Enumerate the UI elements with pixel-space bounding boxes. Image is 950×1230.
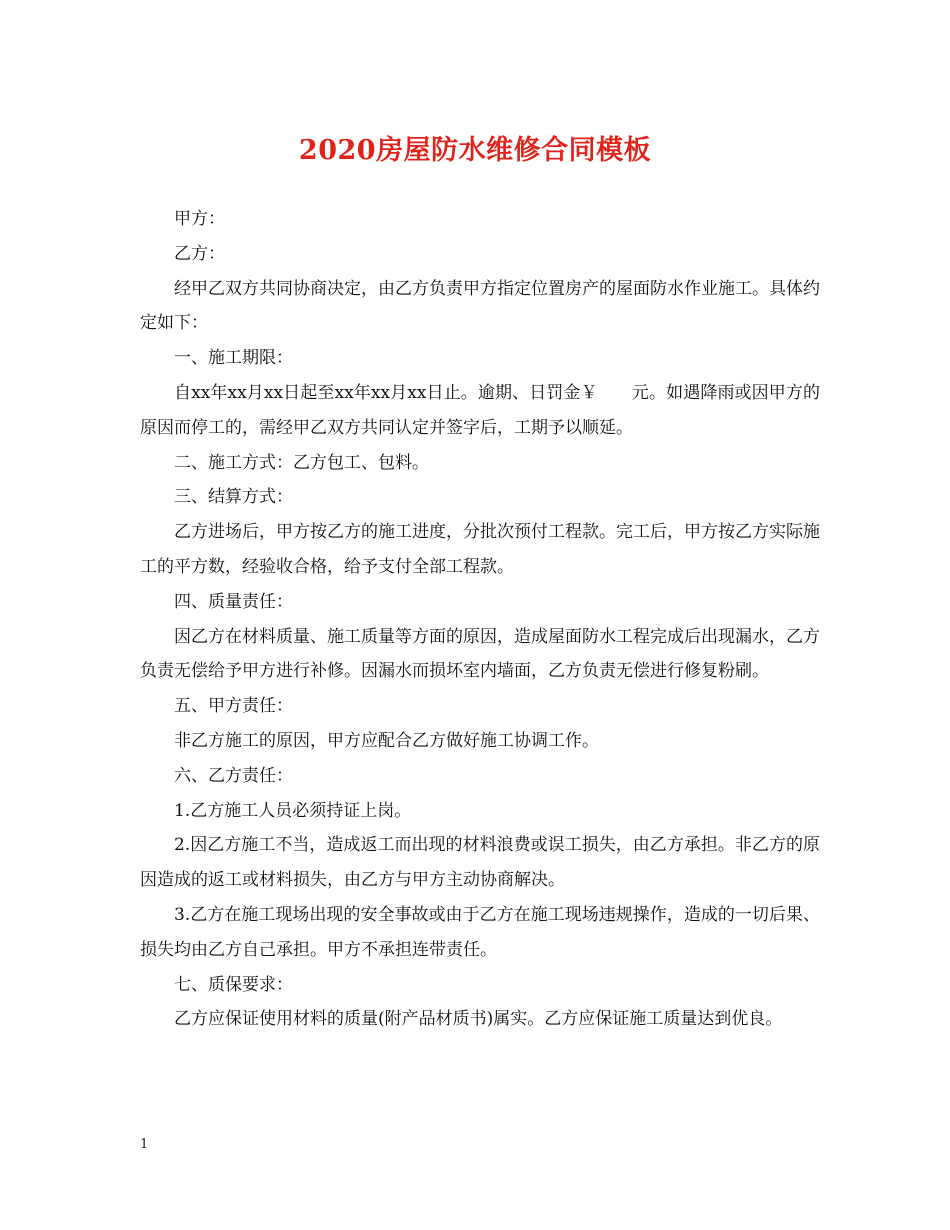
section-3-paragraph: 乙方进场后，甲方按乙方的施工进度，分批次预付工程款。完工后，甲方按乙方实际施工的平方数，经验收合格，给予支付全部工程款。 bbox=[140, 522, 820, 577]
section-heading-5: 五、甲方责任： bbox=[174, 696, 293, 717]
section-heading-7: 七、质保要求： bbox=[174, 974, 293, 995]
section-5-paragraph: 非乙方施工的原因，甲方应配合乙方做好施工协调工作。 bbox=[174, 730, 599, 751]
document-body bbox=[140, 202, 820, 1037]
party-b-line: 乙方： bbox=[174, 243, 225, 264]
section-6-item-3: 3.乙方在施工现场出现的安全事故或由于乙方在施工现场违规操作，造成的一切后果、损失均由乙方自己承担。甲方不承担连带责任。 bbox=[140, 904, 820, 960]
section-6-item-2: 2.因乙方施工不当，造成返工而出现的材料浪费或误工损失，由乙方承担。非乙方的原因造成的返工或材料损失，由乙方与甲方主动协商解决。 bbox=[140, 835, 820, 891]
section-heading-6: 六、乙方责任： bbox=[174, 765, 293, 786]
intro-paragraph: 经甲乙双方共同协商决定，由乙方负责甲方指定位置房产的屋面防水作业施工。具体约定如下： bbox=[140, 278, 820, 334]
section-4-paragraph: 因乙方在材料质量、施工质量等方面的原因，造成屋面防水工程完成后出现漏水，乙方负责无偿给予甲方进行补修。因漏水而损坏室内墙面，乙方负责无偿进行修复粉刷。 bbox=[140, 626, 820, 682]
section-7-paragraph: 乙方应保证使用材料的质量(附产品材质书)属实。乙方应保证施工质量达到优良。 bbox=[174, 1009, 783, 1030]
section-6-item-1: 1.乙方施工人员必须持证上岗。 bbox=[174, 800, 412, 821]
section-1-paragraph: 自xx年xx月xx日起至xx年xx月xx日止。逾期、日罚金￥ 元。如遇降雨或因甲方的原因而停工的，需经甲乙双方共同认定并签字后，工期予以顺延。 bbox=[140, 382, 820, 438]
section-heading-2: 二、施工方式：乙方包工、包料。 bbox=[174, 452, 429, 473]
party-a-line: 甲方： bbox=[174, 209, 225, 229]
page-number: 1 bbox=[140, 1137, 149, 1152]
section-heading-3: 三、结算方式： bbox=[174, 487, 293, 508]
section-heading-1: 一、施工期限： bbox=[174, 348, 293, 369]
section-heading-4: 四、质量责任： bbox=[174, 591, 293, 612]
document-title: 2020房屋防水维修合同模板 bbox=[298, 135, 652, 166]
